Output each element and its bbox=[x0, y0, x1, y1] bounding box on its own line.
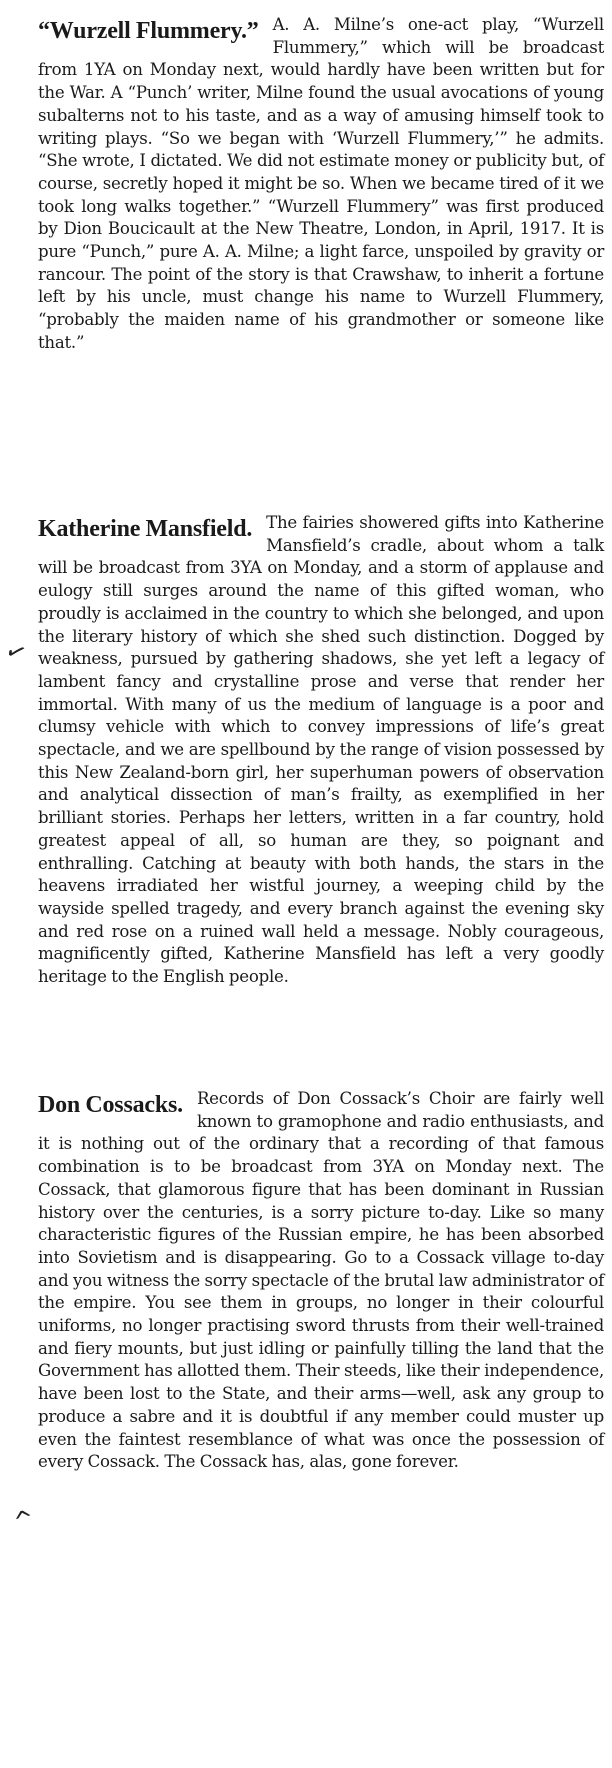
article-wurzell-flummery bbox=[38, 14, 604, 355]
article-don-cossacks bbox=[38, 1088, 604, 1474]
article-headline: Don Cossacks. bbox=[38, 1092, 183, 1118]
margin-pencil-mark: ✓ bbox=[1, 635, 32, 669]
article-katherine-mansfield bbox=[38, 512, 604, 989]
article-body-text bbox=[38, 1088, 604, 1474]
article-body: The fairies showered gifts into Katherine Mansfield’s cradle, about whom a talk will be broadcast from 3YA on Monday, and a storm of applause and eulogy still surges around the name of this gifted woman, who proudly is acclaimed in the country to which she belonged, and upon the literary history of which she shed such distinction. Dogged by weakness, pursued by gathering shadows, she yet left a legacy of lambent fancy and crystalline prose and verse that render her immortal. With many of us the medium of language is a poor and clumsy vehicle with which to convey impressions of life’s great spectacle, and we are spellbound by the range of vision possessed by this New Zealand-born girl, her superhuman powers of observation and analytical dissection of man’s frailty, as exemplified in her brilliant stories. Perhaps her letters, written in a far country, hold greatest appeal of all, so human are they, so poignant and enthralling. Catching at beauty with both hands, the stars in the heavens irradiated her wistful journey, a weeping child by the wayside spelled tragedy, and every branch against the evening sky and red rose on a ruined wall held a message. Nobly courageous, magnificently gifted, Katherine Mansfield has left a very goodly heritage to the English people. bbox=[38, 513, 604, 987]
article-body: Records of Don Cossack’s Choir are fairly well known to gramophone and radio enthusiasts, and it is nothing out of the ordinary that a recording of that famous combination is to be broadcast from 3YA on Monday next. The Cossack, that glamorous figure that has been dominant in Russian history over the centuries, is a sorry picture to-day. Like so many characteristic figures of the Russian empire, he has been absorbed into Sovietism and is disappearing. Go to a Cossack village to-day and you witness the sorry spectacle of the brutal law administrator of the empire. You see them in groups, no longer in their colourful uniforms, no longer practising sword thrusts from their well-trained and fiery mounts, but just idling or painfully tilling the land that the Government has allotted them. Their steeds, like their independence, have been lost to the State, and their arms—well, ask any group to produce a sabre and it is doubtful if any member could muster up even the faintest resemblance of what was once the possession of every Cossack. The Cossack has, alas, gone forever. bbox=[38, 1089, 604, 1472]
article-body: A. A. Milne’s one-act play, “Wurzell Flummery,” which will be broadcast from 1YA on Monday next, would hardly have been written but for the War. A “Punch’ writer, Milne found the usual avocations of young subalterns not to his taste, and as a way of amusing himself took to writing plays. “So we began with ‘Wurzell Flummery,’” he admits. “She wrote, I dictated. We did not estimate money or publicity but, of course, secretly hoped it might be so. When we became tired of it we took long walks together.” “Wurzell Flummery” was first produced by Dion Boucicault at the New Theatre, London, in April, 1917. It is pure “Punch,” pure A. A. Milne; a light farce, unspoiled by gravity or rancour. The point of the story is that Crawshaw, to inherit a fortune left by his uncle, must change his name to Wurzell Flummery, “probably the maiden name of his grandmother or someone like that.” bbox=[38, 15, 604, 352]
article-body-text bbox=[38, 14, 604, 355]
article-headline: Katherine Mansfield. bbox=[38, 516, 253, 542]
margin-pencil-mark: ^ bbox=[10, 1503, 38, 1537]
article-body-text bbox=[38, 512, 604, 989]
article-headline: “Wurzell Flummery.” bbox=[38, 18, 259, 44]
